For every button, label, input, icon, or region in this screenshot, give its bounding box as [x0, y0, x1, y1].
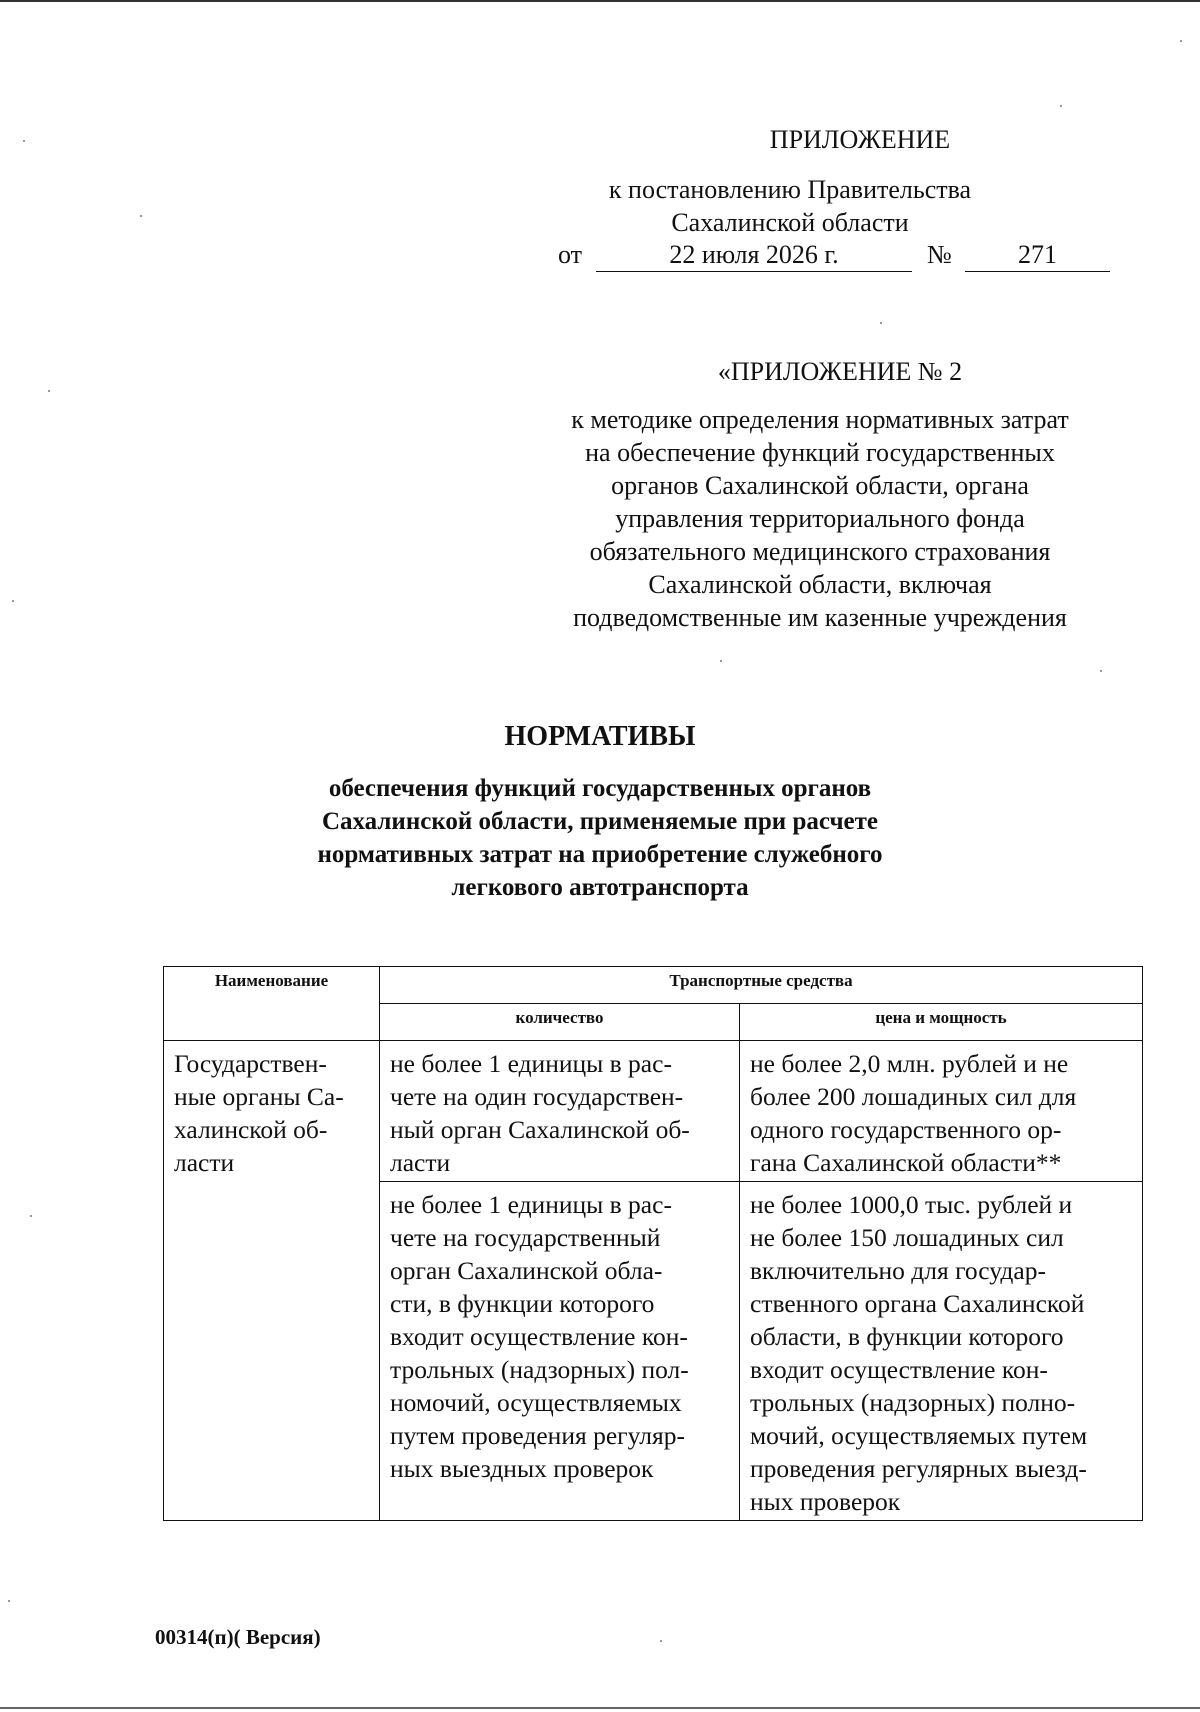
- document-title: НОРМАТИВЫ: [504, 721, 696, 752]
- cell-line: более 200 лошадиных сил для: [750, 1082, 1077, 1111]
- date-prefix: от: [558, 240, 583, 269]
- scan-speck: [48, 390, 50, 392]
- subtitle-line: Сахалинской области, применяемые при расчете: [321, 808, 879, 835]
- cell-line: орган Сахалинской обла-: [390, 1256, 663, 1285]
- subtitle-line: Сахалинской области: [671, 208, 909, 237]
- cell-line: не более 1000,0 тыс. рублей и: [750, 1190, 1073, 1219]
- norms-table: [163, 966, 1143, 1521]
- cell-line: ных проверок: [750, 1487, 901, 1516]
- cell-line: гана Сахалинской области**: [750, 1148, 1062, 1177]
- cell-line: чете на один государствен-: [390, 1082, 684, 1111]
- description-line: органов Сахалинской области, органа: [611, 471, 1029, 500]
- cell-line: входит осуществление кон-: [750, 1355, 1048, 1384]
- scan-speck: [8, 1600, 10, 1602]
- header-name: Наименование: [164, 967, 380, 1041]
- header-transport: Транспортные средства: [380, 967, 1143, 1004]
- decree-number: 271: [965, 238, 1110, 272]
- quantity-cell: [380, 1182, 740, 1521]
- cell-line: ные органы Са-: [174, 1082, 344, 1111]
- description-line: обязательного медицинского страхования: [589, 537, 1051, 566]
- appendix2-description: [540, 403, 1100, 634]
- cell-line: ных выездных проверок: [390, 1454, 654, 1483]
- scan-speck: [140, 215, 142, 217]
- scan-speck: [660, 1640, 662, 1642]
- cell-line: ласти: [390, 1148, 451, 1177]
- price-power-cell: [740, 1041, 1143, 1182]
- cell-line: трольных (надзорных) пол-: [390, 1355, 689, 1384]
- cell-line: сти, в функции которого: [390, 1289, 655, 1318]
- table-row: [164, 1041, 1143, 1182]
- cell-line: номочий, осуществляемых: [390, 1388, 682, 1417]
- subtitle-line: к постановлению Правительства: [608, 175, 972, 204]
- cell-line: проведения регулярных выезд-: [750, 1454, 1087, 1483]
- description-line: подведомственные им казенные учреждения: [573, 603, 1067, 632]
- page-bottom-edge: [0, 1707, 1200, 1709]
- cell-line: включительно для государ-: [750, 1256, 1046, 1285]
- price-power-cell: [740, 1182, 1143, 1521]
- cell-line: ный орган Сахалинской об-: [390, 1115, 690, 1144]
- header-quantity: количество: [380, 1004, 740, 1041]
- cell-line: входит осуществление кон-: [390, 1322, 688, 1351]
- description-line: к методике определения нормативных затрат: [571, 405, 1069, 434]
- cell-line: ственного органа Сахалинской: [750, 1289, 1085, 1318]
- scan-speck: [1180, 40, 1182, 42]
- appendix-subtitle: [560, 173, 1020, 239]
- scan-speck: [880, 322, 882, 324]
- scan-speck: [23, 140, 25, 142]
- cell-line: мочий, осуществляемых путем: [750, 1421, 1088, 1450]
- appendix2-heading: «ПРИЛОЖЕНИЕ № 2: [717, 357, 963, 386]
- subtitle-line: нормативных затрат на приобретение служебного: [317, 841, 883, 868]
- cell-line: не более 1 единицы в рас-: [390, 1049, 672, 1078]
- cell-line: области, в функции которого: [750, 1322, 1064, 1351]
- decree-date: 22 июля 2026 г.: [596, 238, 912, 272]
- page-top-edge: [0, 0, 1200, 2]
- table-header-row: [164, 967, 1143, 1004]
- cell-line: ласти: [174, 1148, 235, 1177]
- scan-speck: [30, 1215, 32, 1217]
- scan-speck: [1060, 105, 1062, 107]
- cell-line: трольных (надзорных) полно-: [750, 1388, 1076, 1417]
- cell-line: не более 150 лошадиных сил: [750, 1223, 1064, 1252]
- cell-line: путем проведения регуляр-: [390, 1421, 685, 1450]
- quantity-cell: [380, 1041, 740, 1182]
- scan-speck: [1100, 670, 1102, 672]
- cell-line: не более 2,0 млн. рублей и не: [750, 1049, 1069, 1078]
- cell-line: чете на государственный: [390, 1223, 661, 1252]
- description-line: Сахалинской области, включая: [648, 570, 992, 599]
- entity-cell: [164, 1041, 380, 1521]
- scan-speck: [720, 660, 722, 662]
- scan-speck: [12, 600, 14, 602]
- cell-line: одного государственного ор-: [750, 1115, 1062, 1144]
- document-subtitle: [270, 772, 930, 904]
- appendix-heading: ПРИЛОЖЕНИЕ: [769, 125, 951, 154]
- header-price-power: цена и мощность: [740, 1004, 1143, 1041]
- cell-line: Государствен-: [174, 1049, 327, 1078]
- cell-line: халинской об-: [174, 1115, 328, 1144]
- subtitle-line: обеспечения функций государственных органов: [328, 775, 872, 802]
- cell-line: не более 1 единицы в рас-: [390, 1190, 672, 1219]
- subtitle-line: легкового автотранспорта: [451, 874, 749, 901]
- description-line: управления территориального фонда: [615, 504, 1025, 533]
- document-version-code: 00314(п)( Версия): [155, 1625, 321, 1649]
- description-line: на обеспечение функций государственных: [585, 438, 1055, 467]
- number-label: №: [927, 240, 952, 269]
